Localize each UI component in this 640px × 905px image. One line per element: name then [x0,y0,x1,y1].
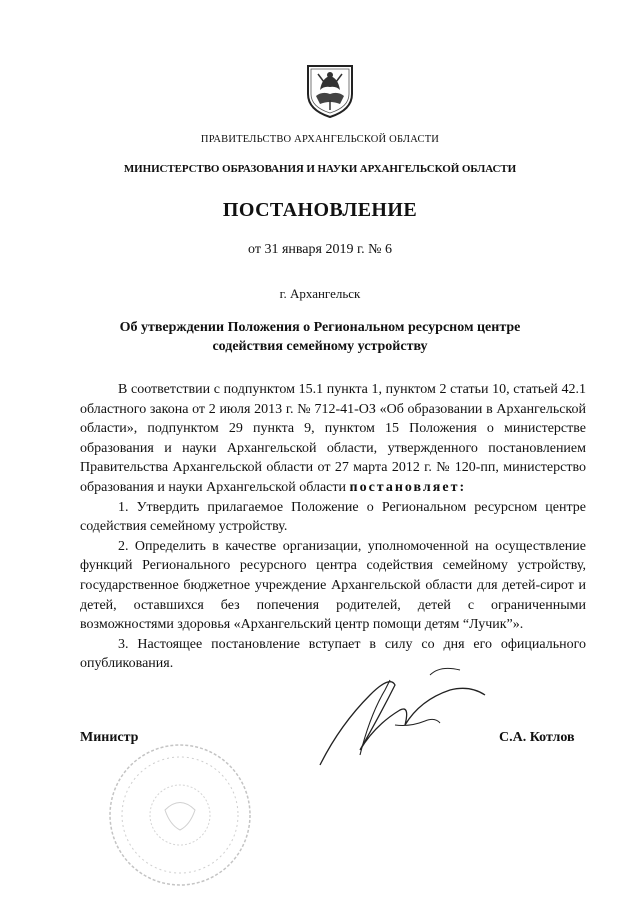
subject-line-1: Об утверждении Положения о Региональном ресурсном центре [119,320,521,335]
handwritten-signature [300,655,500,775]
item-2-paragraph: 2. Определить в качестве организации, уполномоченной на осуществление функций Регионального ресурсного центра содействия семейному устройству, государственное бюджетное учреждение Архангельской области для детей-сирот и детей, оставшихся без попечения родителей, детей с ограниченными возможностями здоровья «Архангельский центр помощи детям “Лучик”». [80,538,586,633]
coat-of-arms-icon [300,60,360,120]
signatory-title: Министр [80,730,139,745]
preamble-text: В соответствии с подпунктом 15.1 пункта 1, пунктом 2 статьи 10, статьей 42.1 областного закона от 2 июля 2013 г. № 712-41-ОЗ «Об образовании в Архангельской области», подпунктом 29 пункта 9, пунктом 15 Положения о министерстве образования и науки Архангельской области, утвержденного постановлением Правительства Архангельской области от 27 марта 2012 г. № 120-пп, министерство образования и науки Архангельской области [80,382,586,495]
document-type-heading: ПОСТАНОВЛЕНИЕ [222,199,418,221]
document-place: г. Архангельск [279,286,361,301]
official-stamp [105,740,255,890]
ministry-name: МИНИСТЕРСТВО ОБРАЗОВАНИЯ И НАУКИ АРХАНГЕЛЬСКОЙ ОБЛАСТИ [123,163,517,175]
document-date-number: от 31 января 2019 г. № 6 [248,242,392,257]
document-body [80,380,586,674]
preamble-paragraph [80,380,586,498]
item-1-paragraph: 1. Утвердить прилагаемое Положение о Региональном ресурсном центре содействия семейному устройству. [80,499,586,535]
subject-line-2: содействия семейному устройству [212,339,428,354]
decree-word: постановляет: [349,479,467,495]
government-name: ПРАВИТЕЛЬСТВО АРХАНГЕЛЬСКОЙ ОБЛАСТИ [200,134,440,145]
document-subject [80,318,560,356]
item-3-paragraph: 3. Настоящее постановление вступает в силу со дня его официального опубликования. [80,636,586,672]
signatory-name: С.А. Котлов [499,730,575,745]
